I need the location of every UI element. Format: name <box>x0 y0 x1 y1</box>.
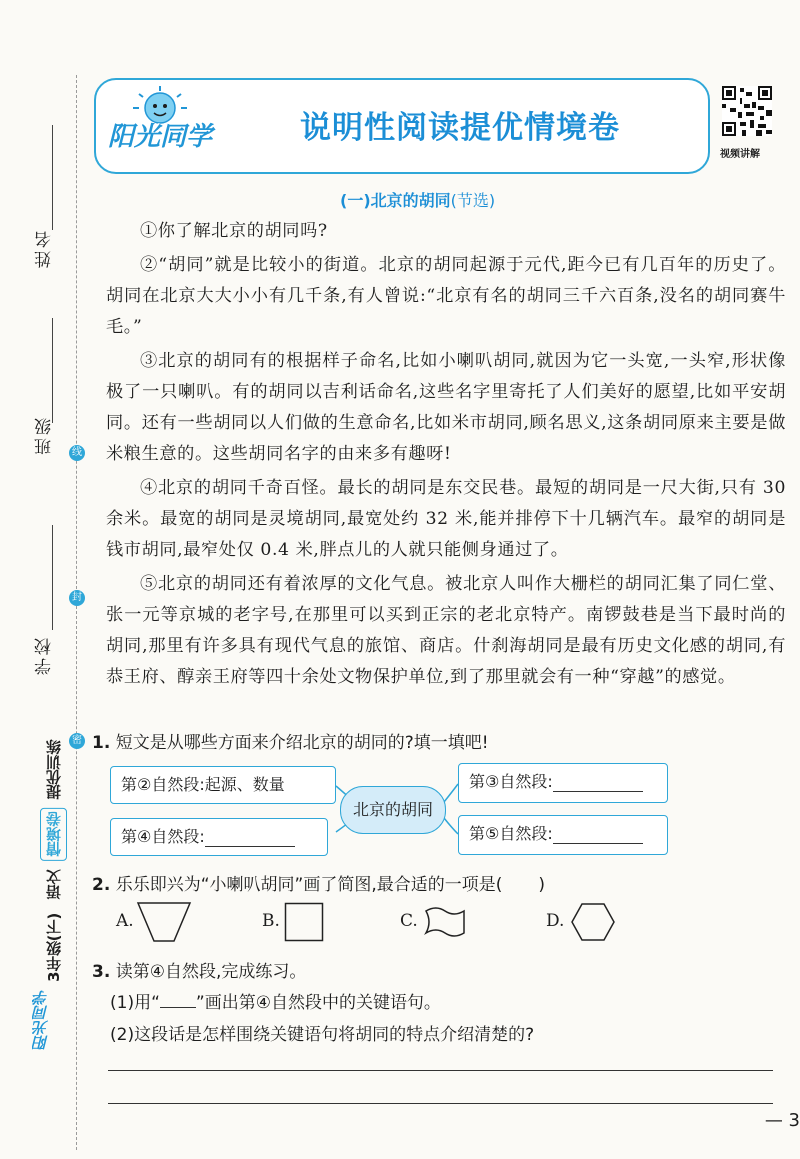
page-title: 说明性阅读提优情境卷 <box>300 110 620 146</box>
name-write-line <box>52 125 53 230</box>
question-2 <box>92 870 545 895</box>
cut-mark-feng: 封 <box>69 590 85 606</box>
question-2-text: 乐乐即兴为“小喇叭胡同”画了简图,最合适的一项是( <box>115 875 503 895</box>
school-write-line <box>52 525 53 630</box>
article-title-text: (一)北京的胡同 <box>340 191 451 210</box>
paragraph-3: ③北京的胡同有的根据样子命名,比如小喇叭胡同,就因为它一头宽,一头窄,形状像极了一只喇叭。有的胡同以吉利话命名,这些名字里寄托了人们美好的愿望,比如平安胡同。还有一些胡同以人们做的生意命名,比如米市胡同,顾名思义,这条胡同原来主要是做米粮生意的。这些胡同名字的由来多有趣呀! <box>106 351 786 464</box>
question-2-close: ) <box>538 875 545 895</box>
question-3-part-1-post: ”画出第④自然段中的关键语句。 <box>195 993 441 1013</box>
paragraph-5: ⑤北京的胡同还有着浓厚的文化气息。被北京人叫作大栅栏的胡同汇集了同仁堂、张一元等京城的老字号,在那里可以买到正宗的老北京特产。南锣鼓巷是当下最时尚的胡同,那里有许多具有现代气息的旅馆、商店。什刹海胡同是最有历史文化感的胡同,有恭王府、醇亲王府等四十余处文物保护单位,到了那里就会有一种“穿越”的感觉。 <box>106 574 786 687</box>
article-body <box>106 216 786 693</box>
cut-mark-mi: 密 <box>69 733 85 749</box>
page-number: — 3 <box>764 1110 800 1131</box>
mindmap-box-paragraph-5-label: 第⑤自然段: <box>469 824 553 843</box>
mindmap-box-paragraph-4 <box>110 818 328 856</box>
wavy-shape-icon[interactable] <box>423 906 467 938</box>
spine-tag: 情境卷 <box>40 808 67 861</box>
answer-blank-paragraph-3[interactable] <box>553 773 643 792</box>
question-3-part-1-pre: (1)用“ <box>110 993 160 1013</box>
name-label: 姓名 <box>35 228 55 268</box>
answer-line-2[interactable] <box>108 1103 773 1104</box>
underline-sample <box>160 993 196 1008</box>
cut-mark-xian: 线 <box>69 445 85 461</box>
spine-brand-logo: 阳光同学 <box>32 990 50 1050</box>
answer-line-1[interactable] <box>108 1070 773 1071</box>
qr-code-icon[interactable] <box>722 86 772 136</box>
mindmap-center: 北京的胡同 <box>340 786 446 834</box>
article-title <box>340 188 495 211</box>
option-b-label[interactable]: B. <box>262 911 280 931</box>
question-1-text: 短文是从哪些方面来介绍北京的胡同的?填一填吧! <box>115 733 489 753</box>
question-1-number: 1. <box>92 733 111 753</box>
question-1 <box>92 728 489 753</box>
class-label: 班级 <box>35 415 55 455</box>
brand-logo: 阳光同学 <box>108 122 213 152</box>
spine-grade: 3年级(下) <box>45 912 63 982</box>
mindmap-box-paragraph-2: 第②自然段:起源、数量 <box>110 766 336 804</box>
option-c-label[interactable]: C. <box>400 911 418 931</box>
binding-cut-line <box>76 75 77 1150</box>
hexagon-shape-icon[interactable] <box>570 902 616 942</box>
question-2-number: 2. <box>92 875 111 895</box>
trapezoid-shape-icon[interactable] <box>136 900 192 944</box>
answer-blank-paragraph-4[interactable] <box>205 828 295 847</box>
qr-caption: 视频讲解 <box>720 149 760 160</box>
question-3-text: 读第④自然段,完成练习。 <box>115 962 307 982</box>
paragraph-2: ②“胡同”就是比较小的街道。北京的胡同起源于元代,距今已有几百年的历史了。胡同在北京大大小小有几千条,有人曾说:“北京有名的胡同三千六百条,没名的胡同赛牛毛。” <box>106 255 786 337</box>
question-3-part-1 <box>110 988 441 1013</box>
paragraph-1: ①你了解北京的胡同吗? <box>140 221 328 241</box>
spine-series: 提优训练 <box>45 740 63 800</box>
question-3 <box>92 957 306 982</box>
class-write-line <box>52 318 53 423</box>
book-spine-label <box>40 740 67 982</box>
option-d-label[interactable]: D. <box>546 911 565 931</box>
paragraph-4: ④北京的胡同千奇百怪。最长的胡同是东交民巷。最短的胡同是一尺大街,只有 30 余米。最宽的胡同是灵境胡同,最宽处约 32 米,能并排停下十几辆汽车。最窄的胡同是钱市胡同,最窄处仅 0.4 米,胖点儿的人就只能侧身通过了。 <box>106 478 786 560</box>
mindmap-box-paragraph-4-label: 第④自然段: <box>121 827 205 846</box>
square-shape-icon[interactable] <box>284 902 324 942</box>
article-title-note: (节选) <box>450 191 496 210</box>
mindmap-box-paragraph-5 <box>458 815 668 855</box>
option-a-label[interactable]: A. <box>116 911 134 931</box>
spine-subject: 语文 <box>45 869 63 900</box>
answer-blank-paragraph-5[interactable] <box>553 825 643 844</box>
mindmap-box-paragraph-3-label: 第③自然段: <box>469 772 553 791</box>
question-3-number: 3. <box>92 962 111 982</box>
mindmap-box-paragraph-3 <box>458 763 668 803</box>
question-3-part-2: (2)这段话是怎样围绕关键语句将胡同的特点介绍清楚的? <box>110 1025 535 1045</box>
school-label: 学校 <box>35 635 55 675</box>
